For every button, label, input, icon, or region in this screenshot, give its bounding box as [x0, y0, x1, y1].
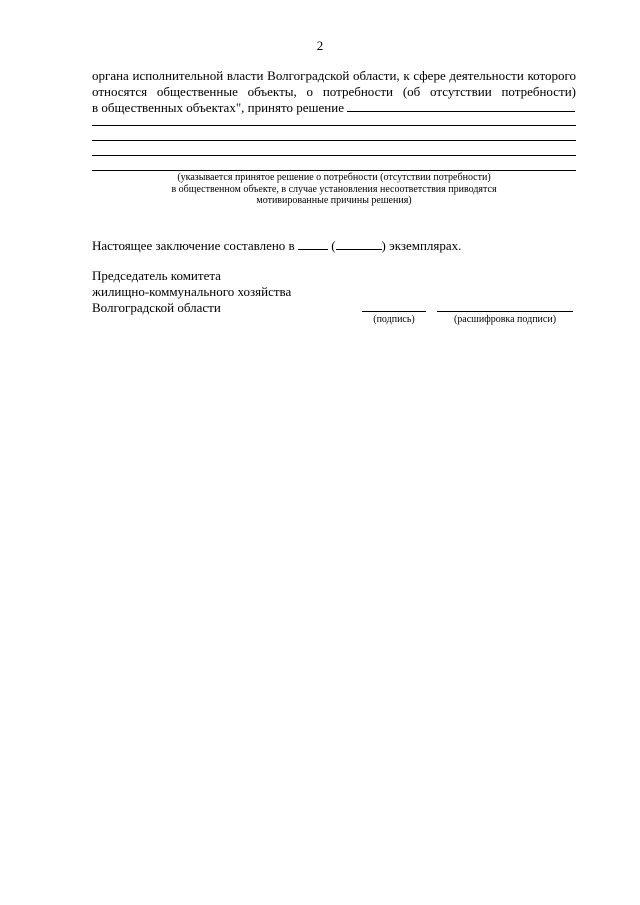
paragraph-line-1: органа исполнительной власти Волгоградской области, к сфере деятельности которого	[92, 68, 576, 83]
decision-caption	[92, 172, 576, 207]
decision-line-2	[92, 140, 576, 141]
signer-line-3: Волгоградской области	[92, 300, 221, 315]
caption-line-3: мотивированные причины решения)	[256, 195, 412, 206]
signature-label: (подпись)	[373, 314, 415, 325]
decision-paragraph	[92, 68, 576, 116]
signer-block	[92, 268, 291, 316]
caption-line-1: (указывается принятое решение о потребности (отсутствии потребности)	[177, 172, 491, 183]
signature-line	[362, 311, 426, 312]
caption-line-2: в общественном объекте, в случае установления несоответствия приводятся	[171, 183, 497, 195]
copies-suffix: ) экземплярах.	[381, 238, 462, 253]
decision-blank	[347, 100, 575, 112]
signer-line-1: Председатель комитета	[92, 268, 221, 283]
paragraph-line-3	[92, 100, 576, 116]
copies-statement	[92, 238, 461, 254]
decision-line-3	[92, 155, 576, 156]
paragraph-line-3-text: в общественных объектах", принято решение	[92, 100, 344, 115]
decision-line-4	[92, 170, 576, 171]
signer-line-2: жилищно-коммунального хозяйства	[92, 284, 292, 299]
copies-prefix: Настоящее заключение составлено в	[92, 238, 295, 253]
page-number: 2	[316, 38, 324, 53]
copies-open-paren: (	[331, 238, 336, 253]
copies-words-blank	[336, 238, 382, 250]
signature-decode-line	[437, 311, 573, 312]
paragraph-line-2: относятся общественные объекты, о потребности (об отсутствии потребности)	[92, 84, 576, 99]
decision-line-1	[92, 125, 576, 126]
copies-number-blank	[298, 238, 328, 250]
signature-decode-label: (расшифровка подписи)	[453, 314, 557, 325]
